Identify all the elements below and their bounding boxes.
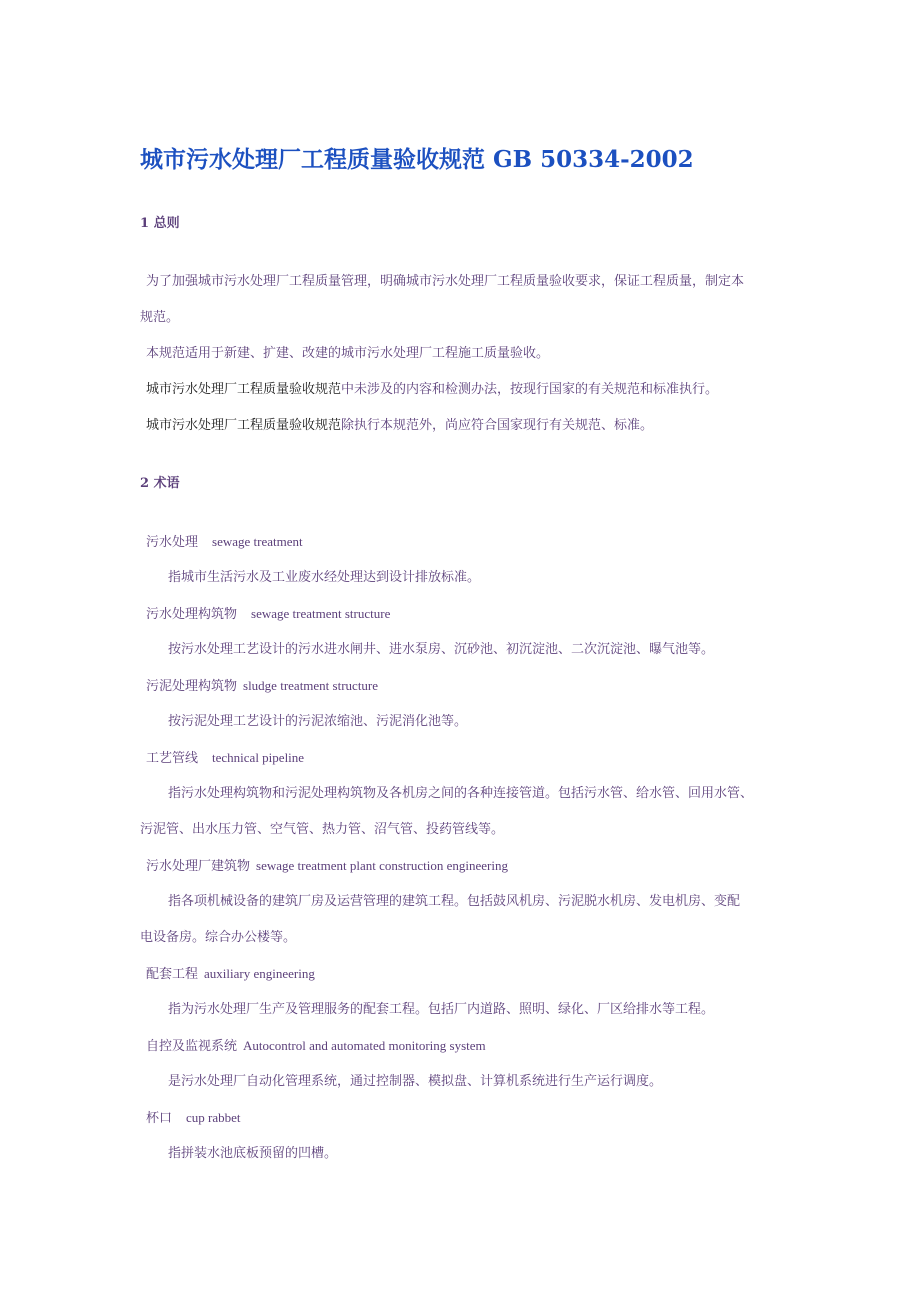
term-zh: 污水处理构筑物 (146, 607, 238, 622)
term-definition: 按污泥处理工艺设计的污泥浓缩池、污泥消化池等。 (168, 714, 468, 729)
term-definition: 指各项机械设备的建筑厂房及运营管理的建筑工程。包括鼓风机房、污泥脱水机房、发电机房、变配 (168, 894, 741, 909)
paragraph-compliance (146, 417, 653, 435)
term-title (146, 857, 508, 876)
term-zh: 污泥处理构筑物 (146, 679, 238, 694)
term-title (146, 1037, 486, 1056)
term-en: sewage treatment plant construction engineering (256, 858, 508, 873)
term-definition: 指为污水处理厂生产及管理服务的配套工程。包括厂内道路、照明、绿化、厂区给排水等工程。 (168, 1002, 715, 1017)
term-zh: 自控及监视系统 (146, 1039, 238, 1054)
paragraph-purpose-line1: 为了加强城市污水处理厂工程质量管理，明确城市污水处理厂工程质量验收要求，保证工程质量，制定本 (146, 274, 745, 289)
paragraph-scope: 本规范适用于新建、扩建、改建的城市污水处理厂工程施工质量验收。 (146, 346, 550, 361)
term-title (146, 677, 378, 696)
term-definition-continued: 电设备房。综合办公楼等。 (140, 930, 297, 945)
term-en: technical pipeline (212, 750, 305, 765)
term-title (146, 533, 303, 552)
paragraph-reference-rest: 中未涉及的内容和检测办法，按现行国家的有关规范和标准执行。 (341, 382, 719, 397)
term-en: Autocontrol and automated monitoring system (243, 1038, 486, 1053)
term-en: sewage treatment (212, 534, 303, 549)
term-zh: 杯口 (146, 1111, 173, 1126)
term-title (146, 965, 315, 984)
term-en: sludge treatment structure (243, 678, 379, 693)
term-zh: 污水处理厂建筑物 (146, 859, 251, 874)
term-zh: 污水处理 (146, 535, 199, 550)
term-en: auxiliary engineering (204, 966, 315, 981)
term-title (146, 749, 304, 768)
term-en: cup rabbet (186, 1110, 241, 1125)
paragraph-purpose-line2: 规范。 (140, 310, 180, 325)
term-zh: 工艺管线 (146, 751, 199, 766)
paragraph-reference (146, 381, 718, 399)
term-definition: 指污水处理构筑物和污泥处理构筑物及各机房之间的各种连接管道。包括污水管、给水管、回用水管、 (168, 786, 754, 801)
term-title (146, 1109, 241, 1128)
section-1-heading: 1 总则 (140, 216, 180, 231)
paragraph-compliance-rest: 除执行本规范外，尚应符合国家现行有关规范、标准。 (341, 418, 654, 433)
standard-name-text: 城市污水处理厂工程质量验收规范 (146, 382, 342, 397)
term-en: sewage treatment structure (251, 606, 391, 621)
standard-name-text: 城市污水处理厂工程质量验收规范 (146, 418, 342, 433)
term-title (146, 605, 390, 624)
document-title: 城市污水处理厂工程质量验收规范 GB 50334-2002 (140, 146, 694, 173)
term-definition: 是污水处理厂自动化管理系统，通过控制器、模拟盘、计算机系统进行生产运行调度。 (168, 1074, 663, 1089)
term-definition: 按污水处理工艺设计的污水进水闸井、进水泵房、沉砂池、初沉淀池、二次沉淀池、曝气池等。 (168, 642, 715, 657)
term-definition: 指拼装水池底板预留的凹槽。 (168, 1146, 338, 1161)
term-zh: 配套工程 (146, 967, 199, 982)
term-definition-continued: 污泥管、出水压力管、空气管、热力管、沼气管、投药管线等。 (140, 822, 505, 837)
term-definition: 指城市生活污水及工业废水经处理达到设计排放标准。 (168, 570, 481, 585)
section-2-heading: 2 术语 (140, 476, 180, 491)
